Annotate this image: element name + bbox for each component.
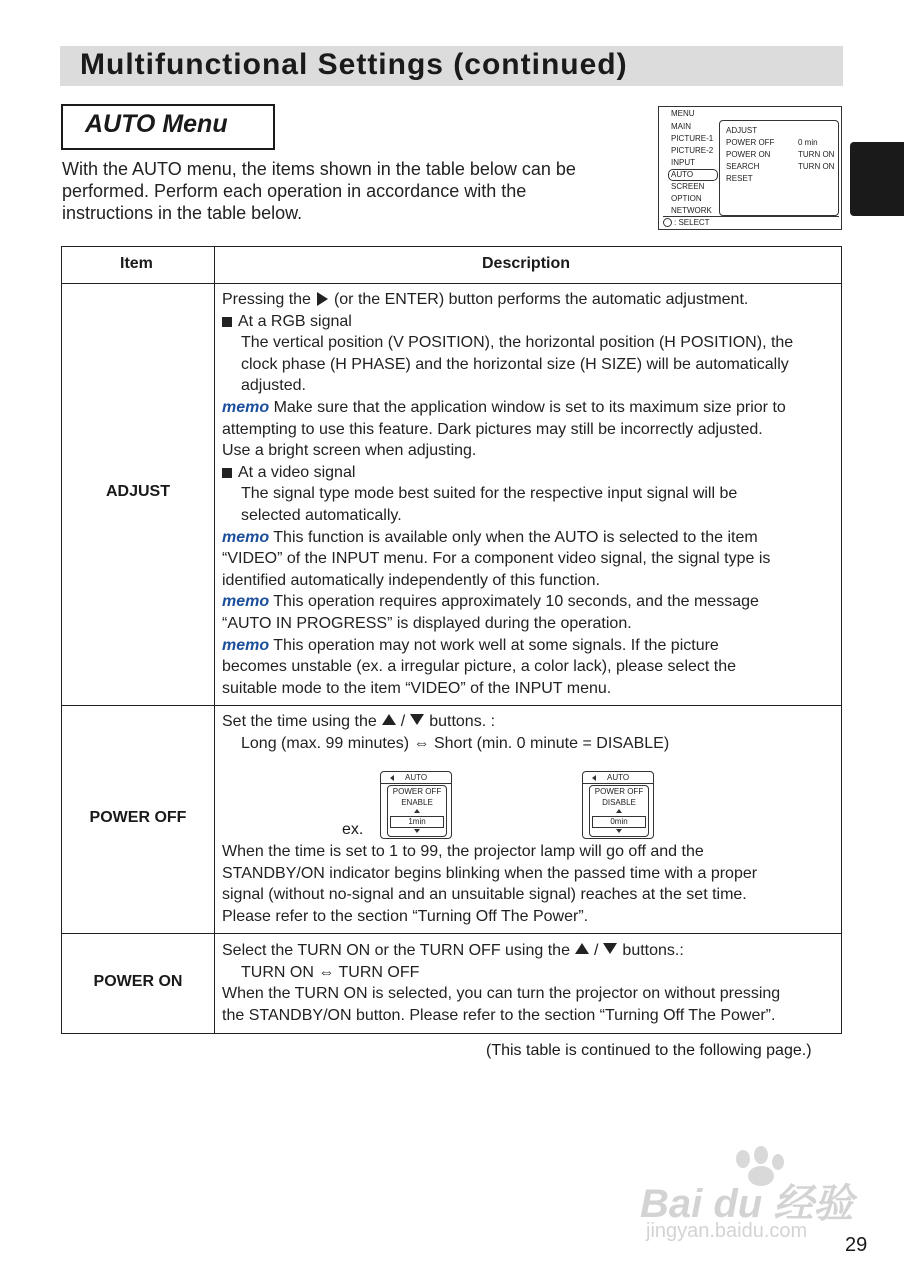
watermark-logo: Bai du 经验: [640, 1182, 854, 1226]
memo-label: memo: [222, 398, 270, 416]
settings-table: [61, 246, 842, 1034]
memo-label: memo: [222, 528, 270, 546]
intro-line: With the AUTO menu, the items shown in the table below can be: [62, 159, 576, 179]
menu-submenu: [719, 120, 839, 216]
row-divider: [62, 283, 841, 284]
left-arrow-icon: [592, 775, 596, 781]
item-adjust: ADJUST: [105, 483, 170, 500]
dial-icon: [663, 218, 672, 227]
page-title-bar: [60, 46, 843, 86]
submenu-row: POWER OFF 0 min: [726, 138, 818, 147]
column-header-item: Item: [120, 255, 153, 272]
up-arrow-icon: [382, 714, 396, 725]
up-arrow-icon: [616, 809, 622, 813]
menu-item-picture1: PICTURE-1: [671, 134, 714, 143]
submenu-row: ADJUST: [726, 126, 758, 135]
menu-item-option: OPTION: [671, 194, 702, 203]
adjust-description: Pressing the (or the ENTER) button performs the automatic adjustment. At a RGB signal The vertical position (V POSITION), the horizontal position (H POSITION), the clock phase (H PHASE) and the horizontal size (H SIZE) will be automatically adjusted. memo Make sure that the application window is set to its maximum size prior to attempting to use this feature. Dark pictures may still be incorrectly adjusted. Use a bright screen when adjusting. At a video signal The signal type mode best suited for the respective input signal will be selected automatically. memo This function is available only when the AUTO is selected to the item “VIDEO” of the INPUT menu. For a component video signal, the signal type is identified automatically independently of this function. memo This operation requires approximately 10 seconds, and the message “AUTO IN PROGRESS” is displayed during the operation. memo This operation may not work well at some signals. If the picture becomes unstable (ex. a irregular picture, a color lack), please select the suitable mode to the item “VIDEO” of the INPUT menu.: [222, 291, 794, 697]
down-arrow-icon: [616, 829, 622, 833]
menu-item-network: NETWORK: [671, 206, 712, 215]
column-header-description: Description: [482, 255, 571, 272]
menu-screenshot: [658, 106, 842, 230]
item-power-on: POWER ON: [93, 973, 183, 990]
section-title: AUTO Menu: [85, 110, 228, 138]
item-power-off: POWER OFF: [89, 809, 187, 826]
intro-line: instructions in the table below.: [62, 203, 303, 223]
column-divider: [214, 247, 215, 1033]
down-arrow-icon: [410, 714, 424, 725]
section-title-box: [61, 104, 275, 150]
power-off-disable-example: AUTO POWER OFF DISABLE 0min: [582, 771, 654, 839]
page-title: Multifunctional Settings (continued): [80, 48, 628, 81]
submenu-row: POWER ON TURN ON: [726, 150, 835, 159]
bullet-square-icon: [222, 317, 232, 327]
table-continued-note: (This table is continued to the following page.): [486, 1042, 812, 1059]
up-arrow-icon: [575, 943, 589, 954]
intro-line: performed. Perform each operation in accordance with the: [62, 181, 527, 201]
intro-paragraph: [62, 158, 642, 224]
left-arrow-icon: [390, 775, 394, 781]
menu-item-input: INPUT: [671, 158, 695, 167]
right-arrow-icon: [317, 292, 328, 306]
menu-footer: : SELECT: [663, 216, 839, 229]
baidu-watermark: [640, 1150, 854, 1250]
watermark-url: jingyan.baidu.com: [646, 1220, 808, 1242]
up-arrow-icon: [414, 809, 420, 813]
down-arrow-icon: [603, 943, 617, 954]
power-off-description: Set the time using the / buttons. : Long (max. 99 minutes) ⇔ Short (min. 0 minute = DISABLE): [222, 713, 670, 752]
menu-item-screen: SCREEN: [671, 182, 705, 191]
menu-item-picture2: PICTURE-2: [671, 146, 714, 155]
chapter-tab: [850, 142, 904, 216]
power-on-description: Select the TURN ON or the TURN OFF using the / buttons.: TURN ON ⇔ TURN OFF When the TURN ON is selected, you can turn the projector on without pressing the STANDBY/ON button. Please refer to the section “Turning Off The Power”.: [222, 942, 781, 1024]
row-divider: [62, 933, 841, 934]
bullet-square-icon: [222, 468, 232, 478]
row-divider: [62, 705, 841, 706]
submenu-row: RESET: [726, 174, 753, 183]
memo-label: memo: [222, 593, 270, 611]
submenu-row: SEARCH TURN ON: [726, 162, 835, 171]
menu-item-main: MAIN: [671, 122, 691, 131]
power-off-enable-example: AUTO POWER OFF ENABLE 1min: [380, 771, 452, 839]
memo-label: memo: [222, 636, 270, 654]
down-arrow-icon: [414, 829, 420, 833]
menu-item-auto-selected: AUTO: [668, 169, 718, 181]
example-label: ex.: [342, 821, 364, 838]
menu-left-list: [671, 121, 718, 217]
page-number: 29: [845, 1234, 868, 1256]
power-off-notes: When the time is set to 1 to 99, the projector lamp will go off and the STANDBY/ON indicator begins blinking when the passed time with a proper signal (without no-signal and an unsuitable signal) reaches at the set time. Please refer to the section “Turning Off The Power”.: [222, 843, 758, 925]
menu-header: MENU: [671, 109, 695, 118]
